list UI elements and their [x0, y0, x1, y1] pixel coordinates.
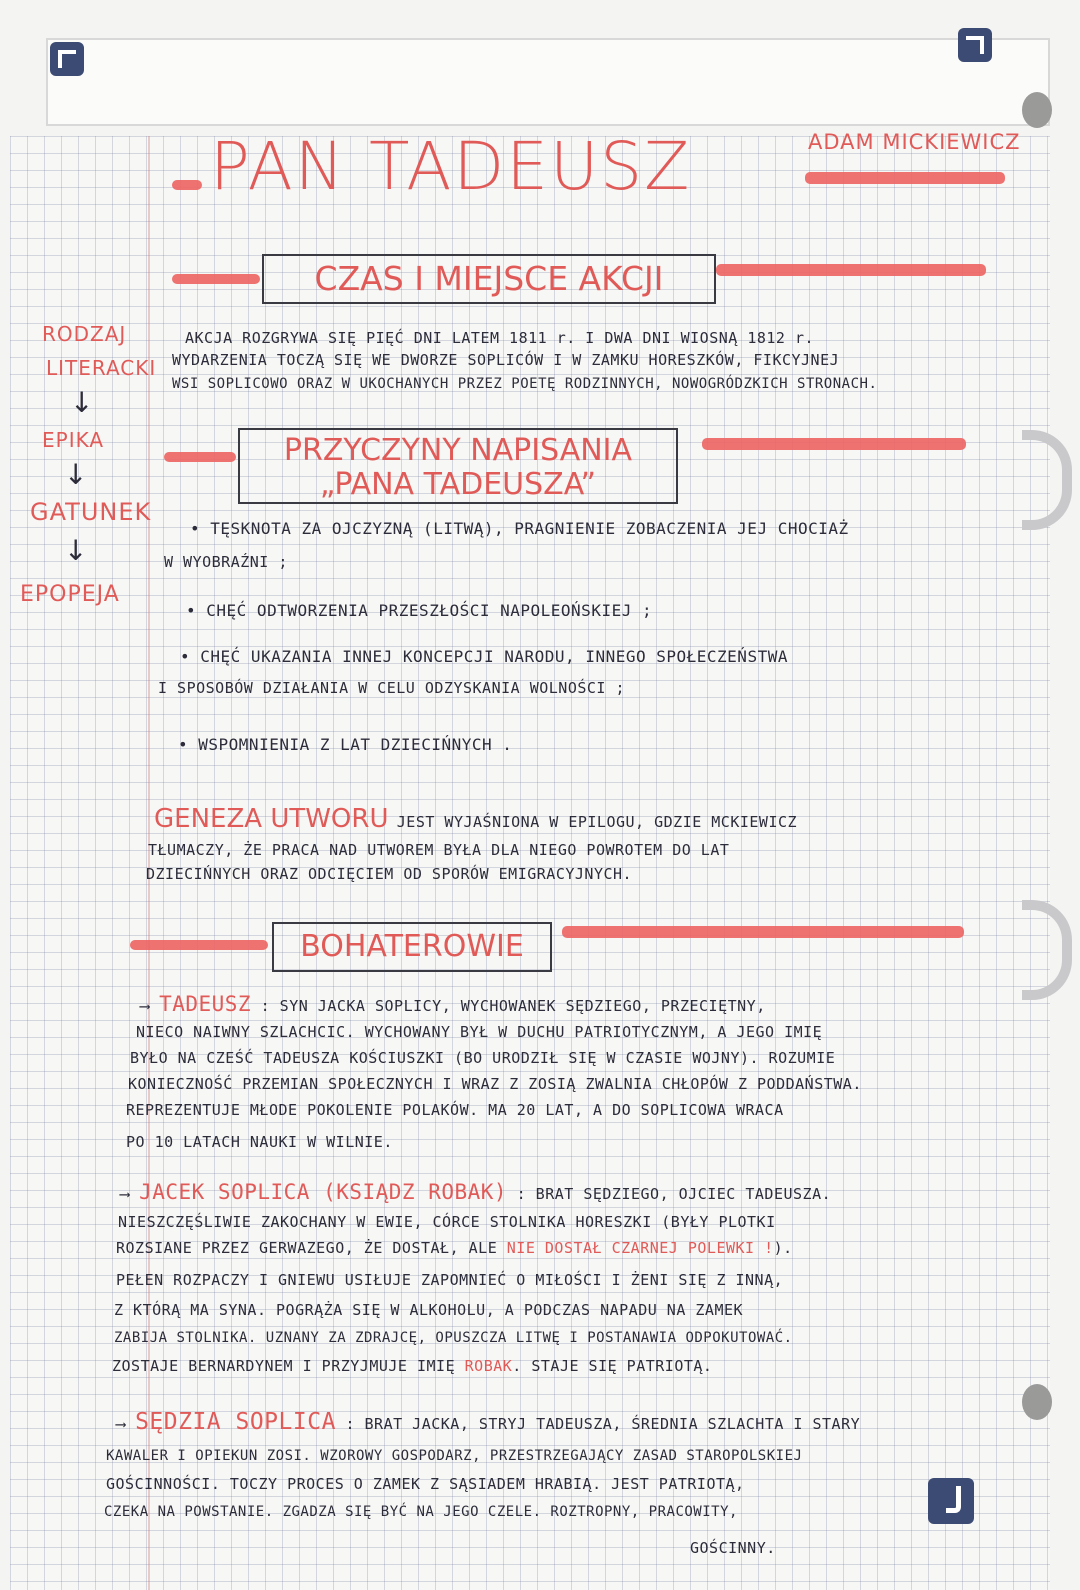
app-logo-left-icon — [50, 42, 84, 76]
jacek-line3-b: ). — [773, 1239, 793, 1257]
przyczyny-heading-line2: „PANA TADEUSZA” — [319, 467, 597, 502]
sedzia-line — [116, 1409, 861, 1435]
geneza-line1-rest: JEST WYJAŚNIONA W EPILOGU, GDZIE MCKIEWICZ — [396, 813, 798, 831]
czas-line: WYDARZENIA TOCZĄ SIĘ WE DWORZE SOPLICÓW I W ZAMKU HORESZKÓW, FIKCYJNEJ — [172, 351, 840, 369]
jacek-line — [112, 1358, 712, 1375]
przyczyny-line: • CHĘĆ UKAZANIA INNEJ KONCEPCJI NARODU, INNEGO SPOŁECZEŃSTWA — [180, 647, 788, 666]
przyczyny-line: • WSPOMNIENIA Z LAT DZIECIŃNYCH . — [178, 735, 513, 754]
przyczyny-line: W WYOBRAŹNI ; — [164, 553, 288, 571]
arrow-down-icon: ↓ — [64, 534, 88, 567]
tadeusz-line: BYŁO NA CZEŚĆ TADEUSZA KOŚCIUSZKI (BO URODZIŁ SIĘ W CZASIE WOJNY). ROZUMIE — [130, 1049, 836, 1067]
przyczyny-line: I SPOSOBÓW DZIAŁANIA W CELU ODZYSKANIA WOLNOŚCI ; — [158, 679, 626, 697]
jacek-line: NIESZCZĘŚLIWIE ZAKOCHANY W EWIE, CÓRCE STOLNIKA HORESZKI (BYŁY PLOTKI — [118, 1213, 776, 1231]
jacek-line — [120, 1180, 832, 1204]
tadeusz-line — [140, 992, 766, 1016]
app-logo-right-icon — [958, 28, 992, 62]
jacek-last-red: ROBAK — [464, 1357, 513, 1375]
sedzia-name: SĘDZIA SOPLICA — [135, 1409, 336, 1435]
sedzia-line: GOŚCINNOŚCI. TOCZY PROCES O ZAMEK Z SĄSIADEM HRABIĄ. JEST PATRIOTĄ, — [106, 1475, 745, 1493]
geneza-line: TŁUMACZY, ŻE PRACA NAD UTWOREM BYŁA DLA NIEGO POWROTEM DO LAT — [148, 841, 730, 859]
heading-marker-left — [172, 274, 260, 284]
sidebar-item: GATUNEK — [30, 498, 152, 526]
heading-marker-right — [702, 438, 966, 450]
binder-hole — [1022, 92, 1052, 128]
przyczyny-line: • TĘSKNOTA ZA OJCZYZNĄ (LITWĄ), PRAGNIENIE ZOBACZENIA JEJ CHOCIAŻ — [190, 519, 849, 538]
czas-line: WSI SOPLICOWO ORAZ W UKOCHANYCH PRZEZ POETĘ RODZINNYCH, NOWOGRÓDZKICH STRONACH. — [172, 376, 878, 392]
jacek-line3-a: ROZSIANE PRZEZ GERWAZEGO, ŻE DOSTAŁ, ALE — [116, 1239, 498, 1257]
przyczyny-line: • CHĘĆ ODTWORZENIA PRZESZŁOŚCI NAPOLEOŃSKIEJ ; — [186, 601, 653, 620]
top-frame — [46, 38, 1050, 126]
tadeusz-line: PO 10 LATACH NAUKI W WILNIE. — [126, 1133, 393, 1151]
section-heading-czas: CZAS I MIEJSCE AKCJI — [262, 254, 716, 304]
title-marker-left — [172, 180, 202, 190]
tadeusz-name: TADEUSZ — [159, 992, 252, 1016]
title-marker-right — [805, 172, 1005, 184]
arrow-right-icon: ⟶ — [140, 997, 150, 1015]
geneza-lead: GENEZA UTWORU — [154, 804, 389, 834]
sidebar-item: EPOPEJA — [20, 582, 120, 607]
przyczyny-heading-line1: PRZYCZYNY NAPISANIA — [283, 433, 633, 468]
binder-hole — [1022, 1384, 1052, 1420]
jacek-last-a: ZOSTAJE BERNARDYNEM I PRZYJMUJE IMIĘ — [112, 1357, 456, 1375]
jacek-line — [116, 1240, 793, 1257]
binder-ring — [1022, 900, 1072, 1000]
heading-marker-right — [562, 926, 964, 938]
sedzia-line: KAWALER I OPIEKUN ZOSI. WZOROWY GOSPODARZ, PRZESTRZEGAJĄCY ZASAD STAROPOLSKIEJ — [106, 1448, 803, 1464]
arrow-right-icon: ⟶ — [120, 1185, 130, 1203]
arrow-down-icon: ↓ — [70, 386, 94, 419]
heading-marker-left — [164, 452, 236, 462]
tadeusz-line: KONIECZNOŚĆ PRZEMIAN SPOŁECZNYCH I WRAZ Z ZOSIĄ ZWALNIA CHŁOPÓW Z PODDAŃSTWA. — [128, 1075, 862, 1093]
sidebar-item: RODZAJ — [42, 322, 127, 346]
tadeusz-line: REPREZENTUJE MŁODE POKOLENIE POLAKÓW. MA 20 LAT, A DO SOPLICOWA WRACA — [126, 1101, 784, 1119]
arrow-down-icon: ↓ — [64, 458, 88, 491]
app-logo-bottom-icon — [928, 1478, 974, 1524]
jacek-line3-red: NIE DOSTAŁ CZARNEJ POLEWKI ! — [506, 1239, 774, 1257]
sidebar-item: LITERACKI — [46, 356, 157, 380]
sidebar-item: EPIKA — [42, 428, 105, 452]
jacek-line: Z KTÓRĄ MA SYNA. POGRĄŻA SIĘ W ALKOHOLU, A PODCZAS NAPADU NA ZAMEK — [114, 1301, 744, 1319]
heading-marker-right — [716, 264, 986, 276]
jacek-last-b: . STAJE SIĘ PATRIOTĄ. — [512, 1357, 713, 1375]
author-name: ADAM MICKIEWICZ — [808, 130, 1021, 154]
arrow-right-icon: ⟶ — [116, 1415, 126, 1433]
sedzia-line1-rest: : BRAT JACKA, STRYJ TADEUSZA, ŚREDNIA SZLACHTA I STARY — [345, 1415, 861, 1433]
jacek-name: JACEK SOPLICA (KSIĄDZ ROBAK) — [139, 1180, 508, 1204]
section-heading-przyczyny — [238, 428, 678, 504]
page-title: PAN TADEUSZ — [210, 128, 692, 205]
heading-marker-left — [130, 940, 268, 950]
binder-ring — [1022, 430, 1072, 530]
sedzia-line: GOŚCINNY. — [690, 1539, 776, 1557]
section-heading-bohaterowie: BOHATEROWIE — [272, 922, 552, 972]
geneza-line — [154, 804, 797, 837]
czas-line: AKCJA ROZGRYWA SIĘ PIĘĆ DNI LATEM 1811 r. I DWA DNI WIOSNĄ 1812 r. — [185, 329, 815, 347]
jacek-line: PEŁEN ROZPACZY I GNIEWU USIŁUJE ZAPOMNIEĆ O MIŁOŚCI I ŻENI SIĘ Z INNĄ, — [116, 1271, 784, 1289]
geneza-line: DZIECIŃNYCH ORAZ ODCIĘCIEM OD SPORÓW EMIGRACYJNYCH. — [146, 865, 633, 883]
tadeusz-line1-rest: : SYN JACKA SOPLICY, WYCHOWANEK SĘDZIEGO, PRZECIĘTNY, — [260, 997, 766, 1015]
sedzia-line: CZEKA NA POWSTANIE. ZGADZA SIĘ BYĆ NA JEGO CZELE. ROZTROPNY, PRACOWITY, — [104, 1504, 738, 1520]
jacek-line1-rest: : BRAT SĘDZIEGO, OJCIEC TADEUSZA. — [516, 1185, 832, 1203]
tadeusz-line: NIECO NAIWNY SZLACHCIC. WYCHOWANY BYŁ W DUCHU PATRIOTYCZNYM, A JEGO IMIĘ — [136, 1023, 823, 1041]
jacek-line: ZABIJA STOLNIKA. UZNANY ZA ZDRAJCĘ, OPUSZCZA LITWĘ I POSTANAWIA ODPOKUTOWAĆ. — [114, 1330, 793, 1346]
